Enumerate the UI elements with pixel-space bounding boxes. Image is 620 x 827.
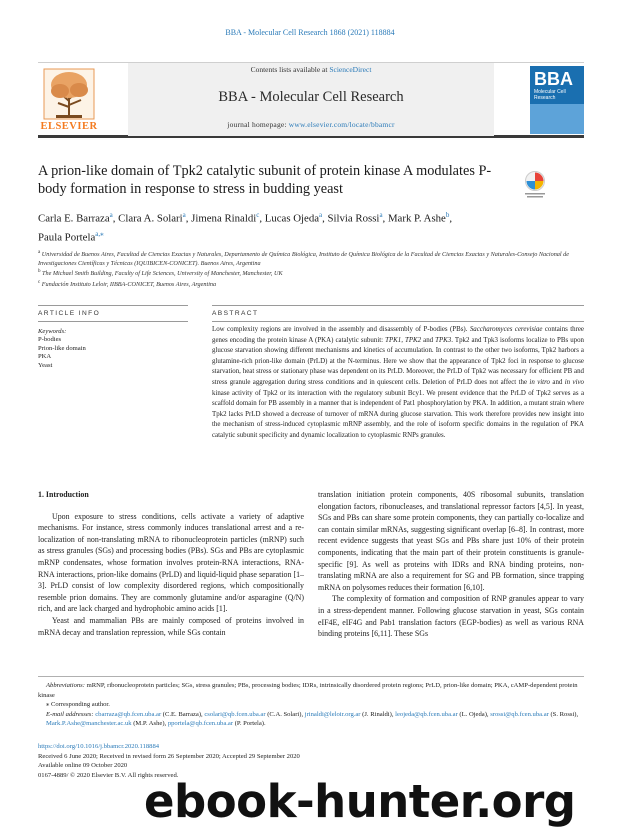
email-owner: (P. Portela). [233, 720, 266, 728]
author-affiliation-marker[interactable]: a [182, 211, 186, 219]
email-addresses [38, 710, 584, 729]
sciencedirect-link[interactable]: ScienceDirect [329, 65, 372, 74]
email-link[interactable]: jrinaldi@leloir.org.ar [304, 710, 361, 718]
author-affiliation-marker[interactable]: a [109, 211, 113, 219]
abbreviations-text: mRNP, ribonucleoprotein particles; SGs, stress granules; PBs, processing bodies; IDRs, intrinsically disordered protein regions; PrLD, prion-like domain; PKA, cAMP-dependent protein kinase [38, 682, 578, 699]
affiliation-item [38, 279, 578, 290]
check-for-updates-icon[interactable] [522, 170, 548, 200]
body-column-right [318, 489, 584, 640]
email-link[interactable]: cbarraza@qb.fcen.uba.ar [95, 710, 162, 718]
affiliation-text: The Michael Smith Building, Faculty of Life Sciences, University of Manchester, Manchester, UK [42, 270, 283, 278]
footnote-rule [38, 676, 584, 677]
section-heading-introduction: 1. Introduction [38, 490, 89, 499]
author-affiliation-marker[interactable]: c [256, 211, 260, 219]
author-name[interactable]: Jimena Rinaldi [191, 212, 257, 225]
journal-cover-thumbnail[interactable] [530, 66, 584, 134]
cover-image-band [530, 104, 584, 134]
abstract-segment: and [549, 378, 565, 386]
keywords-heading: Keywords: [38, 328, 67, 335]
copyright: 0167-4889/ © 2020 Elsevier B.V. All rights reserved. [38, 771, 179, 779]
email-link[interactable]: csolari@qb.fcen.uba.ar [204, 710, 266, 718]
article-title: A prion-like domain of Tpk2 catalytic subunit of protein kinase A modulates P-body formation in response to stress in budding yeast [38, 163, 492, 197]
keywords-block [38, 328, 188, 370]
affiliation-marker: b [38, 269, 41, 275]
author-affiliation-marker[interactable]: a [379, 211, 383, 219]
abstract-rule [212, 305, 584, 306]
affiliation-marker: a [38, 250, 41, 255]
abstract-segment: contains three genes encoding the protein kinase A (PKA) catalytic subunit: [212, 326, 584, 344]
author-separator: , [322, 212, 328, 225]
author-affiliation-marker[interactable]: a [319, 211, 323, 219]
author-name[interactable]: Lucas Ojeda [264, 212, 320, 225]
article-info-heading: ARTICLE INFO [38, 310, 101, 317]
author-affiliation-marker[interactable]: a,⁎ [95, 229, 104, 238]
author-affiliation-marker[interactable]: b [445, 211, 450, 219]
abstract-segment-italic: in vitro [529, 378, 550, 386]
cover-title: BBA [534, 69, 573, 89]
abstract-segment-italic: TPK3 [435, 336, 452, 344]
email-owner: (S. Rossi), [548, 710, 579, 718]
elsevier-wordmark: ELSEVIER [40, 121, 98, 132]
author-name[interactable]: Mark P. Ashe [387, 212, 446, 225]
homepage-link[interactable]: www.elsevier.com/locate/bbamcr [288, 120, 395, 129]
affiliation-marker: c [38, 279, 41, 285]
affiliation-text: Universidad de Buenos Aires, Facultad de Ciencias Exactas y Naturales, Departamento de Química Biológica, Instituto de Química Biológica de la Facultad de Ciencias Exactas y Naturales-Consejo Nacional de Investigaciones Científicas y Técnicas (IQUIBICEN-CONICET). Buenos Aires, Argentina [38, 251, 570, 267]
author-name[interactable]: Clara A. Solari [118, 212, 183, 225]
author-name[interactable]: Carla E. Barraza [38, 212, 110, 225]
keyword-item: PKA [38, 353, 52, 361]
author-separator: , [449, 212, 453, 225]
abstract-segment: Low complexity regions are involved in the assembly and disassembly of P-bodies (PBs). [212, 326, 470, 333]
abbreviations-label: Abbreviations: [46, 682, 85, 689]
abstract-segment-italic: in vivo [564, 378, 585, 386]
body-column-left [38, 489, 304, 638]
homepage-prefix: journal homepage: [227, 120, 289, 129]
affiliation-text: Fundación Instituto Leloir, IIBBA-CONICET, Buenos Aires, Argentina [41, 280, 217, 288]
body-paragraph: Yeast and mammalian PBs are mainly composed of proteins involved in mRNA decay and translation repression, while SGs contain [38, 615, 304, 637]
abstract-text [212, 325, 584, 442]
journal-masthead [38, 62, 584, 138]
corresponding-author-note: ⁎ Corresponding author. [46, 701, 110, 709]
article-info-underline [38, 321, 188, 322]
cover-subtitle: Molecular Cell Research [534, 89, 566, 101]
doi-link[interactable]: https://doi.org/10.1016/j.bbamcr.2020.118884 [38, 743, 160, 750]
article-info-rule [38, 305, 188, 306]
footnotes [38, 681, 584, 729]
affiliation-item [38, 249, 578, 268]
abstract-segment-italic: Saccharomyces cerevisiae [469, 326, 543, 333]
abstract-segment: and [421, 336, 436, 344]
journal-name: BBA - Molecular Cell Research [218, 89, 404, 105]
author-separator: , [112, 212, 119, 225]
email-link[interactable]: Mark.P.Ashe@manchester.ac.uk [46, 720, 132, 728]
author-separator: , [259, 212, 265, 225]
author-name[interactable]: Paula Portela [38, 231, 96, 244]
contents-prefix: Contents lists available at [250, 65, 330, 74]
received-dates: Received 6 June 2020; Received in revised form 26 September 2020; Accepted 29 September 2020 [38, 752, 300, 760]
keyword-item: Prion-like domain [38, 344, 86, 352]
journal-reference[interactable]: BBA - Molecular Cell Research 1868 (2021) 118884 [225, 28, 395, 37]
affiliations [38, 249, 578, 290]
watermark: ebook-hunter.org [144, 775, 576, 827]
abbreviations-footnote [38, 681, 584, 700]
abstract-heading: ABSTRACT [212, 310, 259, 317]
keyword-item: P-bodies [38, 336, 62, 344]
affiliation-item [38, 268, 578, 279]
keyword-item: Yeast [38, 361, 53, 369]
email-owner: (M.P. Ashe), [131, 720, 168, 728]
email-label: E-mail addresses: [46, 710, 94, 718]
email-link[interactable]: pportela@qb.fcen.uba.ar [167, 720, 234, 728]
email-owner: (C.E. Barraza), [161, 710, 205, 718]
homepage-line [128, 120, 494, 129]
abstract-segment: . Tpk2 and Tpk3 isoforms localize to PBs upon glucose starvation showing different mechanisms and kinetics of accumulation. In contrast to the other two isoforms, Tpk2 harbors a glutamine-rich prion-like domain (PrLD) at the N-terminus. Here we show that the appearance of Tpk2 foci in response to glucose starvation, heat stress or stationary phase was dependent on its PrLD. Moreover, the PrLD of Tpk2 was necessary for efficient PB and stress granule aggregation during stress conditions and in quiescent cells. Deletion of PrLD does not affect the [212, 336, 584, 386]
abstract-segment: kinase activity of Tpk2 or its interaction with the regulatory subunit Bcy1. We present evidence that the PrLD of Tpk2 serves as a scaffold domain for PB assembly in a manner that is independent of Pat1 phosphorylation by PKA. In addition, a mutant strain where Tpk2 lacks PrLD showed a decrease of turnover of mRNA during glucose starvation. This work therefore provides new insight into the mechanism of stress-induced cytoplasmic mRNP assembly, and the role of isoform specific domains in the regulation of PKA catalytic subunit specificity and dynamic localization to cytoplasmic RNPs granules. [212, 389, 584, 439]
available-online: Available online 09 October 2020 [38, 762, 128, 770]
contents-line [128, 65, 494, 74]
body-paragraph: translation initiation protein components, 40S ribosomal subunits, translation elongation factors, ribonucleases, and translational repressor factors [4,5]. In yeast, SGs and PBs can share some protein components, they can partially co-localize and can contain similar mRNAs, suggesting significant overlap [6–8]. In contrast, more recent evidence suggests that yeast SGs and PBs share just 10% of their protein components, indicating that the main part of their protein constituents is granule-specific [9]. As well as proteins with IDRs and RNA binding proteins, non-translating mRNA are also a requirement for SG and PB formation, since trapping mRNA on polysomes reduces their formation [6,10]. [318, 490, 584, 592]
body-paragraph: The complexity of formation and composition of RNP granules appear to vary in a stress-dependent manner. Following glucose starvation in yeast, SGs contain eIF4E, eIF4G and Pab1 translation factors (EGP-bodies) as well as various RNA binding proteins [6,11]. These SGs [318, 594, 584, 639]
email-owner: (L. Ojeda), [457, 710, 491, 718]
masthead-center [128, 63, 494, 136]
abstract-underline [212, 321, 584, 322]
abstract-segment-italic: TPK1, TPK2 [385, 336, 422, 344]
author-name[interactable]: Silvia Rossi [327, 212, 380, 225]
author-separator: , [382, 212, 388, 225]
email-owner: (J. Rinaldi), [360, 710, 396, 718]
email-link[interactable]: leojeda@qb.fcen.uba.ar [395, 710, 458, 718]
email-link[interactable]: srossi@qb.fcen.uba.ar [490, 710, 549, 718]
author-separator: , [185, 212, 192, 225]
author-list [38, 208, 558, 245]
email-owner: (C.A. Solari), [265, 710, 305, 718]
body-paragraph: Upon exposure to stress conditions, cells activate a variety of adaptive mechanisms. For instance, stress commonly induces translational arrest and a re-localization of non-translating mRNA to ribonucleoprotein particles (mRNP) such as stress granules (SGs) and processing bodies (PBs). SGs and PBs are cytoplasmic mRNP condensates, whose formation involves protein-RNA interactions, RNA-RNA interactions, prion-like domains (PrLD) and liquid-liquid phase separation [1–3]. PrLD consist of low complexity disordered regions, which compositionally resemble prion domains. They are commonly glutamine and/or asparagine (Q/N) rich, and are lack charged and hydrophobic amino acids [1]. [38, 511, 304, 614]
